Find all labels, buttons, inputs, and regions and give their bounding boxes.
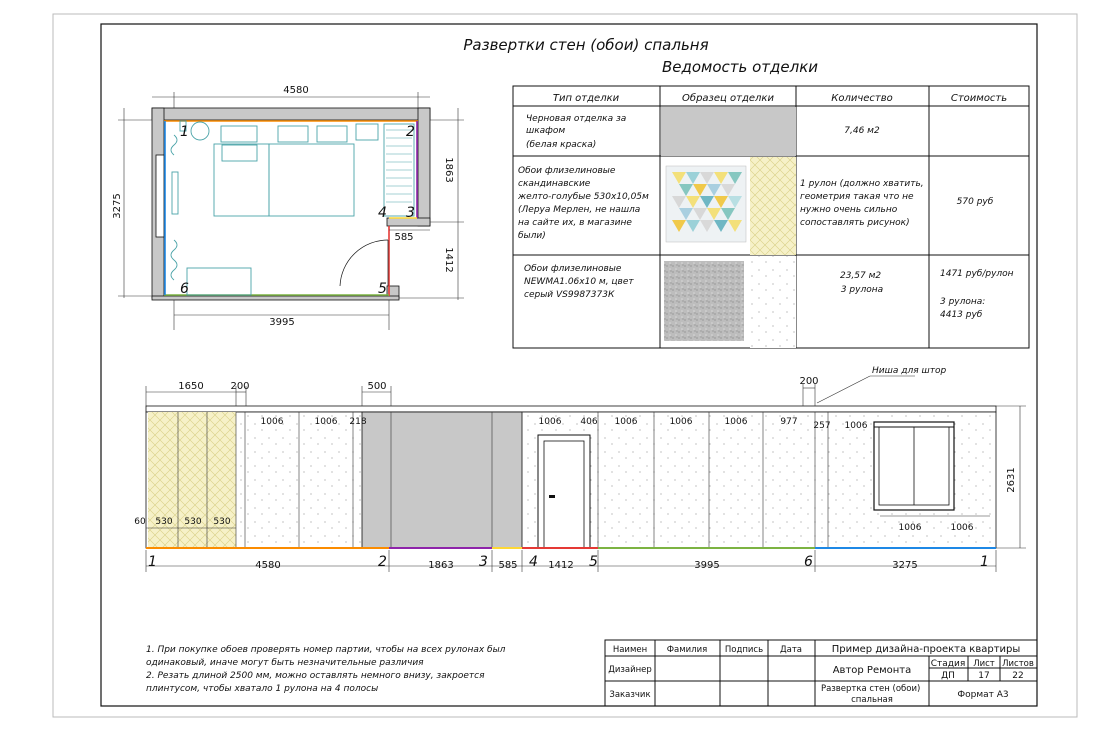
schedule-header-type: Тип отделки (552, 93, 620, 104)
wall-elevation (134, 366, 1026, 572)
schedule-row3-type: Обои флизелиновые NEWMA1.06x10 м, цвет серый VS9987373К (524, 264, 634, 300)
tb-project: Пример дизайна-проекта квартиры (831, 644, 1021, 655)
schedule-row2-qty: 1 рулон (должно хватить, геометрия такая что не нужно очень сильно сопоставлять рисунок) (800, 179, 924, 228)
finish-schedule-table (513, 86, 1029, 348)
tb-col-name: Наимен (612, 645, 648, 655)
elev-num-1a: 1 (148, 554, 157, 570)
schedule-row1-type: Черновая отделка за шкафом (белая краска) (526, 114, 627, 150)
tb-sheets-value: 22 (1012, 671, 1024, 681)
elev-panel-b4: 1006 (669, 417, 693, 427)
tb-sheets-header: Листов (1002, 659, 1034, 669)
schedule-row2-cost: 570 руб (956, 197, 994, 207)
elev-panel-c1: 257 (813, 421, 831, 431)
elev-panel-c2: 1006 (844, 421, 868, 431)
plan-corner-1: 1 (180, 124, 189, 140)
plan-corner-4: 4 (378, 205, 387, 221)
sample-yellow-swatch (750, 157, 796, 255)
tb-col-surname: Фамилия (666, 645, 708, 655)
elev-panel-b2: 406 (580, 417, 598, 427)
tb-col-signature: Подпись (724, 645, 764, 655)
floor-plan (112, 85, 464, 330)
elev-wall-4580: 4580 (255, 560, 281, 571)
elev-panel-a2: 1006 (314, 417, 338, 427)
elev-strip-530c: 530 (213, 517, 231, 527)
plan-corner-6: 6 (180, 281, 189, 297)
elev-window-dim-1: 1006 (898, 523, 922, 533)
elev-strip-60: 60 (134, 517, 146, 527)
elev-num-1b: 1 (980, 554, 989, 570)
tb-row-client: Заказчик (609, 690, 651, 700)
schedule-header-cost: Стоимость (950, 93, 1008, 104)
elev-wall-1412: 1412 (548, 560, 574, 571)
elev-window-dim-2: 1006 (950, 523, 974, 533)
plan-dim-bottom: 3995 (269, 317, 295, 328)
tb-stage-value: ДП (941, 671, 955, 681)
elev-num-2: 2 (378, 554, 387, 570)
tb-format: Формат А3 (957, 690, 1009, 700)
elev-strip-530a: 530 (155, 517, 173, 527)
sheet-title: Развертки стен (обои) спальня (463, 36, 709, 54)
elev-num-6: 6 (804, 554, 813, 570)
schedule-title: Ведомость отделки (661, 58, 819, 76)
sample-gray-dots-swatch (750, 256, 796, 348)
elev-panel-a1: 1006 (260, 417, 284, 427)
notes: 1. При покупке обоев проверять номер партии, чтобы на всех рулонах был одинаковый, иначе могут быть незначительные различия 2. Резать длиной 2500 мм, можно оставлять немного внизу, закроется плинтусом, чтобы хватало 1 рулона на 4 полосы (146, 645, 506, 694)
plan-dim-notch: 585 (394, 232, 414, 243)
elev-num-5: 5 (589, 554, 598, 570)
door-handle-icon (549, 495, 555, 498)
tb-sheet-name: Развертка стен (обои) спальная (820, 684, 921, 705)
door-elevation (538, 435, 590, 548)
plan-dim-left: 3275 (112, 193, 123, 219)
elev-dim-500: 500 (367, 381, 387, 392)
title-block (605, 640, 1037, 706)
tb-sheet-header: Лист (973, 659, 995, 669)
elev-panel-b3: 1006 (614, 417, 638, 427)
tb-sheet-value: 17 (978, 671, 990, 681)
elev-panel-b6: 977 (780, 417, 798, 427)
elev-dim-200b: 200 (799, 376, 819, 387)
tb-row-designer: Дизайнер (608, 665, 652, 675)
elev-num-4: 4 (529, 554, 538, 570)
elev-height: 2631 (1006, 467, 1017, 493)
elev-panel-b1: 1006 (538, 417, 562, 427)
plan-dim-top: 4580 (283, 85, 309, 96)
plan-dim-right-upper: 1863 (443, 157, 454, 183)
elev-strip-530b: 530 (184, 517, 202, 527)
tb-stage-header: Стадия (930, 659, 966, 669)
plan-corner-2: 2 (406, 124, 415, 140)
elev-wall-585: 585 (498, 560, 518, 571)
tb-author: Автор Ремонта (832, 665, 912, 676)
elev-wall-3275: 3275 (892, 560, 918, 571)
elev-num-3: 3 (479, 554, 488, 570)
elev-panel-a3: 218 (349, 417, 367, 427)
sample-gray-wallpaper (664, 261, 744, 341)
plan-dim-right-lower: 1412 (443, 247, 454, 273)
tb-col-date: Дата (779, 645, 803, 655)
schedule-header-sample: Образец отделки (682, 93, 774, 104)
elev-dim-1650: 1650 (178, 381, 204, 392)
plan-corner-5: 5 (378, 281, 387, 297)
elev-wall-1863: 1863 (428, 560, 454, 571)
elev-panel-b5: 1006 (724, 417, 748, 427)
schedule-header-qty: Количество (831, 93, 893, 104)
schedule-row3-qty: 23,57 м2 3 рулона (839, 271, 884, 295)
plan-corner-3: 3 (406, 205, 415, 221)
elev-dim-200a: 200 (230, 381, 250, 392)
niche-label: Ниша для штор (872, 366, 947, 376)
schedule-row1-qty: 7,46 м2 (844, 126, 880, 136)
schedule-row3-cost: 1471 руб/рулон 3 рулона: 4413 руб (940, 269, 1014, 320)
elev-wall-3995: 3995 (694, 560, 720, 571)
schedule-row2-type: Обои флизелиновые скандинавские желто-голубые 530x10,05м (Леруа Мерлен, не нашла на сайте их, в магазине были) (518, 166, 649, 241)
